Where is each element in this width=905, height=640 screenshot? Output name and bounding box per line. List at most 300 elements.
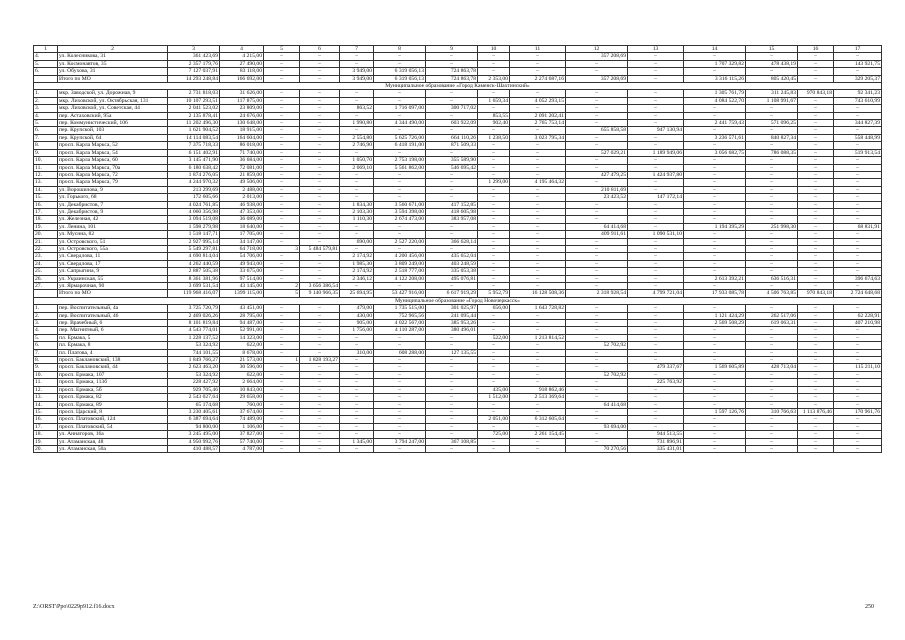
value-cell: 519 913,54 — [834, 149, 882, 156]
value-cell: – — [300, 320, 340, 327]
value-cell: – — [834, 216, 882, 223]
value-cell: – — [300, 97, 340, 104]
address-cell: пер. Воспитательный, 4а — [58, 305, 168, 312]
value-cell: 871 509,33 — [426, 142, 478, 149]
value-cell: 1 194 395,29 — [684, 223, 746, 230]
table-row — [34, 179, 882, 186]
row-number-cell: 8. — [34, 357, 58, 364]
value-cell: 72 081,00 — [220, 164, 264, 171]
value-cell: 1 597 126,76 — [684, 408, 746, 415]
value-cell: – — [628, 357, 684, 364]
value-cell: 2 274 687,16 — [510, 75, 566, 82]
value-cell: – — [628, 268, 684, 275]
value-cell: 62 228,91 — [834, 312, 882, 319]
value-cell: 93 694,00 — [566, 423, 628, 430]
value-cell: – — [834, 394, 882, 401]
value-cell: – — [264, 371, 300, 378]
value-cell: – — [798, 327, 834, 334]
value-cell: – — [834, 245, 882, 252]
value-cell: – — [798, 201, 834, 208]
address-cell: просп. Карла Маркса, 54 — [58, 149, 168, 156]
value-cell: – — [746, 431, 798, 438]
address-cell: ул. Свердлова, 11 — [58, 253, 168, 260]
address-cell: просп. Ермака, 82 — [58, 394, 168, 401]
row-number-cell: 2. — [34, 312, 58, 319]
row-number-cell: 16. — [34, 416, 58, 423]
value-cell: 6 387 694,64 — [168, 416, 220, 423]
value-cell: – — [426, 357, 478, 364]
value-cell: 1 518 147,71 — [168, 231, 220, 238]
value-cell: 3 794 247,00 — [374, 438, 426, 445]
value-cell: 929 705,46 — [168, 386, 220, 393]
row-number-cell: 21. — [34, 238, 58, 245]
value-cell: 2 174,92 — [340, 268, 374, 275]
value-cell: – — [684, 283, 746, 290]
value-cell: – — [300, 112, 340, 119]
value-cell: – — [264, 334, 300, 341]
row-number-cell: 2. — [34, 97, 58, 104]
value-cell: – — [566, 216, 628, 223]
value-cell: 213 299,69 — [168, 186, 220, 193]
table-row — [34, 238, 882, 245]
value-cell: 4 110 287,00 — [374, 327, 426, 334]
value-cell: 2 674 473,00 — [374, 216, 426, 223]
value-cell: – — [340, 379, 374, 386]
value-cell: – — [798, 68, 834, 75]
table-row — [34, 445, 882, 452]
column-number-cell: 10 — [478, 46, 510, 53]
row-number-cell: 1. — [34, 90, 58, 97]
value-cell: – — [510, 349, 566, 356]
value-cell: – — [300, 53, 340, 60]
table-row — [34, 260, 882, 267]
value-cell: – — [746, 357, 798, 364]
address-cell: пер. Крупской, 103 — [58, 127, 168, 134]
value-cell: 310 766,63 — [746, 408, 798, 415]
table-row — [34, 105, 882, 112]
value-cell: 2 887 505,38 — [168, 268, 220, 275]
value-cell: – — [510, 283, 566, 290]
value-cell: 83 118,00 — [220, 68, 264, 75]
value-cell: – — [566, 208, 628, 215]
value-cell: – — [798, 305, 834, 312]
value-cell: – — [798, 357, 834, 364]
value-cell: – — [374, 357, 426, 364]
value-cell: 636 516,31 — [746, 275, 798, 282]
value-cell: – — [264, 423, 300, 430]
register-table-container — [33, 45, 880, 453]
value-cell: 1 345,00 — [340, 438, 374, 445]
value-cell: 4 344 490,00 — [374, 120, 426, 127]
row-number-cell: 7. — [34, 349, 58, 356]
row-number-cell: 26. — [34, 275, 58, 282]
value-cell: 14 323,00 — [220, 334, 264, 341]
value-cell: 1 735 515,00 — [374, 305, 426, 312]
row-number-cell: 7. — [34, 134, 58, 141]
value-cell: 52 702,92 — [566, 371, 628, 378]
value-cell: – — [478, 253, 510, 260]
value-cell: 115 211,10 — [834, 364, 882, 371]
value-cell: – — [426, 112, 478, 119]
value-cell: – — [510, 408, 566, 415]
value-cell: 31 626,00 — [220, 90, 264, 97]
value-cell: – — [510, 216, 566, 223]
value-cell: 4 787,00 — [220, 445, 264, 452]
value-cell: – — [684, 179, 746, 186]
value-cell: 6 312 605,64 — [510, 416, 566, 423]
value-cell: 2 664,00 — [220, 379, 264, 386]
value-cell: 1 569 605,89 — [684, 364, 746, 371]
value-cell: – — [478, 231, 510, 238]
table-row — [34, 312, 882, 319]
value-cell: – — [798, 349, 834, 356]
value-cell: – — [684, 186, 746, 193]
table-row — [34, 416, 882, 423]
value-cell: – — [798, 260, 834, 267]
value-cell: – — [684, 379, 746, 386]
value-cell: 786 088,35 — [746, 149, 798, 156]
value-cell: – — [426, 97, 478, 104]
value-cell: 725,00 — [478, 431, 510, 438]
row-number-cell: 5. — [34, 120, 58, 127]
value-cell: – — [510, 312, 566, 319]
value-cell: – — [798, 186, 834, 193]
value-cell: – — [510, 223, 566, 230]
municipality-section-row — [34, 83, 882, 90]
value-cell: – — [478, 208, 510, 215]
value-cell: – — [628, 408, 684, 415]
value-cell: – — [510, 127, 566, 134]
value-cell: 970 843,18 — [798, 90, 834, 97]
value-cell: 2 069,10 — [340, 164, 374, 171]
value-cell: – — [340, 231, 374, 238]
table-row — [34, 401, 882, 408]
value-cell: 5 952,79 — [478, 290, 510, 297]
value-cell: 1 707 329,82 — [684, 60, 746, 67]
row-number-cell: 15. — [34, 408, 58, 415]
value-cell: – — [746, 268, 798, 275]
value-cell: – — [264, 179, 300, 186]
value-cell: 664 110,26 — [426, 134, 478, 141]
value-cell: – — [374, 245, 426, 252]
value-cell: 92 341,23 — [834, 90, 882, 97]
value-cell: 744 101,55 — [168, 349, 220, 356]
value-cell: – — [834, 401, 882, 408]
value-cell: – — [566, 334, 628, 341]
value-cell: 2 543 027,64 — [168, 394, 220, 401]
value-cell: – — [798, 431, 834, 438]
value-cell: – — [426, 53, 478, 60]
table-row — [34, 349, 882, 356]
value-cell: 655 858,58 — [566, 127, 628, 134]
value-cell: – — [478, 364, 510, 371]
value-cell: 71 740,00 — [220, 149, 264, 156]
value-cell: 853,55 — [478, 112, 510, 119]
value-cell: – — [426, 223, 478, 230]
value-cell: 117 875,00 — [220, 97, 264, 104]
value-cell: – — [566, 134, 628, 141]
value-cell: – — [746, 253, 798, 260]
value-cell: – — [684, 157, 746, 164]
value-cell: – — [684, 394, 746, 401]
value-cell: – — [340, 149, 374, 156]
value-cell: – — [628, 201, 684, 208]
value-cell: – — [374, 283, 426, 290]
value-cell: 10 107 293,51 — [168, 97, 220, 104]
value-cell: – — [478, 268, 510, 275]
value-cell: 2 051,00 — [478, 416, 510, 423]
value-cell: 435 652,04 — [426, 253, 478, 260]
value-cell: – — [834, 423, 882, 430]
value-cell: – — [510, 186, 566, 193]
value-cell: – — [628, 216, 684, 223]
value-cell: 1 110,30 — [340, 216, 374, 223]
value-cell: – — [628, 238, 684, 245]
value-cell: – — [478, 171, 510, 178]
value-cell: – — [426, 364, 478, 371]
table-row — [34, 423, 882, 430]
table-row — [34, 305, 882, 312]
value-cell: 47 353,00 — [220, 208, 264, 215]
value-cell: – — [834, 431, 882, 438]
value-cell: – — [264, 231, 300, 238]
value-cell: – — [684, 423, 746, 430]
value-cell: 3 236 571,61 — [684, 134, 746, 141]
value-cell: – — [684, 305, 746, 312]
value-cell: – — [628, 312, 684, 319]
value-cell: – — [798, 253, 834, 260]
address-cell: ул. Мусина, 82 — [58, 231, 168, 238]
value-cell: 6 180 638,42 — [168, 164, 220, 171]
table-row — [34, 268, 882, 275]
column-number-cell: 13 — [628, 46, 684, 53]
value-cell: – — [510, 379, 566, 386]
value-cell: 6 319 056,13 — [374, 75, 426, 82]
value-cell: 2 135 878,41 — [168, 112, 220, 119]
value-cell: – — [510, 90, 566, 97]
address-cell: просп. Платовский, 54 — [58, 423, 168, 430]
value-cell: – — [426, 179, 478, 186]
row-number-cell — [34, 75, 58, 82]
value-cell: 603 922,09 — [426, 120, 478, 127]
value-cell: 147 172,14 — [628, 194, 684, 201]
value-cell: 619 063,31 — [746, 320, 798, 327]
value-cell: 4 215,00 — [220, 53, 264, 60]
value-cell: – — [264, 149, 300, 156]
value-cell: – — [478, 275, 510, 282]
value-cell: 57 740,00 — [220, 438, 264, 445]
value-cell: – — [300, 238, 340, 245]
value-cell: – — [374, 171, 426, 178]
value-cell: – — [834, 53, 882, 60]
value-cell: 3 594 398,00 — [374, 208, 426, 215]
value-cell: – — [426, 171, 478, 178]
value-cell: – — [478, 201, 510, 208]
value-cell: – — [746, 53, 798, 60]
value-cell: 1 874 276,05 — [168, 171, 220, 178]
value-cell: 2 724 648,68 — [834, 290, 882, 297]
value-cell: 36 684,00 — [220, 157, 264, 164]
value-cell: – — [566, 320, 628, 327]
value-cell: – — [684, 416, 746, 423]
value-cell: – — [300, 90, 340, 97]
value-cell: 23 423,52 — [566, 194, 628, 201]
value-cell: – — [684, 208, 746, 215]
value-cell: – — [834, 231, 882, 238]
value-cell: 94 487,00 — [220, 320, 264, 327]
value-cell: – — [628, 423, 684, 430]
value-cell: – — [834, 201, 882, 208]
value-cell: 2 357 179,76 — [168, 60, 220, 67]
value-cell: – — [426, 394, 478, 401]
value-cell: – — [300, 223, 340, 230]
row-number-cell: 4. — [34, 112, 58, 119]
value-cell: – — [300, 423, 340, 430]
value-cell: – — [628, 68, 684, 75]
value-cell: 2 346,12 — [340, 275, 374, 282]
table-row — [34, 342, 882, 349]
value-cell: 840 827,34 — [746, 134, 798, 141]
value-cell: – — [566, 431, 628, 438]
value-cell: 2 623 463,20 — [168, 364, 220, 371]
value-cell: 74 489,00 — [220, 416, 264, 423]
column-number-row — [34, 46, 882, 53]
column-number-cell: 9 — [426, 46, 478, 53]
value-cell: 608 288,00 — [374, 349, 426, 356]
value-cell: – — [264, 60, 300, 67]
column-number-cell: 1 — [34, 46, 58, 53]
address-cell: ул. Горького, 68 — [58, 194, 168, 201]
value-cell: 3 056 682,75 — [684, 149, 746, 156]
address-cell: просп. Ермака, 89 — [58, 401, 168, 408]
value-cell: 410 488,57 — [168, 445, 220, 452]
value-cell: – — [746, 216, 798, 223]
value-cell: 5 — [264, 290, 300, 297]
value-cell: 24 676,00 — [220, 112, 264, 119]
value-cell: 1 090 531,10 — [628, 231, 684, 238]
value-cell: 479,00 — [340, 305, 374, 312]
address-cell: просп. Баклановский, 138 — [58, 357, 168, 364]
value-cell: – — [300, 364, 340, 371]
value-cell: 970 843,18 — [798, 290, 834, 297]
row-number-cell: 17. — [34, 423, 58, 430]
address-cell: пер. Крупской, 64 — [58, 134, 168, 141]
value-cell: – — [264, 134, 300, 141]
value-cell: 164 604,00 — [220, 134, 264, 141]
value-cell: – — [300, 171, 340, 178]
value-cell: – — [340, 386, 374, 393]
value-cell: 2 488,00 — [220, 186, 264, 193]
value-cell: 4 024 761,85 — [168, 201, 220, 208]
value-cell: 2 261 154,45 — [510, 431, 566, 438]
row-number-cell: 19. — [34, 223, 58, 230]
value-cell: 918 862,46 — [510, 386, 566, 393]
value-cell: – — [628, 349, 684, 356]
row-number-cell: 11. — [34, 164, 58, 171]
value-cell: 1 108 991,67 — [746, 97, 798, 104]
value-cell: 210 811,69 — [566, 186, 628, 193]
address-cell: просп. Карла Маркса, 79 — [58, 179, 168, 186]
value-cell: – — [834, 334, 882, 341]
value-cell: – — [510, 142, 566, 149]
value-cell: – — [834, 194, 882, 201]
table-row — [34, 334, 882, 341]
value-cell: 4 799 721,04 — [628, 290, 684, 297]
value-cell: – — [684, 105, 746, 112]
value-cell: 46 938,00 — [220, 201, 264, 208]
value-cell: – — [340, 194, 374, 201]
value-cell: – — [834, 157, 882, 164]
value-cell: 1 716 097,00 — [374, 105, 426, 112]
value-cell: – — [566, 364, 628, 371]
value-cell: – — [300, 401, 340, 408]
value-cell: – — [264, 394, 300, 401]
value-cell: – — [746, 238, 798, 245]
value-cell: – — [300, 60, 340, 67]
value-cell: – — [510, 357, 566, 364]
value-cell: – — [628, 75, 684, 82]
value-cell: – — [684, 127, 746, 134]
value-cell: – — [300, 268, 340, 275]
value-cell: 385 953,26 — [426, 320, 478, 327]
capital-repair-register-table — [33, 45, 882, 453]
value-cell: – — [628, 134, 684, 141]
table-row — [34, 134, 882, 141]
value-cell: 2 318 928,54 — [566, 290, 628, 297]
value-cell: – — [510, 438, 566, 445]
value-cell: – — [834, 260, 882, 267]
value-cell: – — [510, 320, 566, 327]
value-cell: – — [264, 208, 300, 215]
value-cell: – — [798, 238, 834, 245]
value-cell: – — [834, 327, 882, 334]
value-cell: – — [684, 445, 746, 452]
value-cell: – — [834, 438, 882, 445]
value-cell: – — [684, 142, 746, 149]
value-cell: – — [684, 342, 746, 349]
value-cell: – — [478, 60, 510, 67]
value-cell: – — [834, 186, 882, 193]
value-cell: – — [264, 97, 300, 104]
value-cell: 4 084 522,70 — [684, 97, 746, 104]
row-number-cell: 10. — [34, 371, 58, 378]
value-cell: – — [478, 194, 510, 201]
value-cell: – — [478, 53, 510, 60]
row-number-cell: 20. — [34, 445, 58, 452]
value-cell: 4 052 293,15 — [510, 97, 566, 104]
value-cell: – — [834, 416, 882, 423]
column-number-cell: 17 — [834, 46, 882, 53]
value-cell: – — [264, 416, 300, 423]
value-cell: – — [798, 342, 834, 349]
column-number-cell: 4 — [220, 46, 264, 53]
value-cell: 805 420,45 — [746, 75, 798, 82]
value-cell: 1 985,30 — [340, 260, 374, 267]
value-cell: 571 096,25 — [746, 120, 798, 127]
address-cell: пер. Астаховский, 95а — [58, 112, 168, 119]
value-cell: – — [374, 231, 426, 238]
value-cell: 656,00 — [478, 305, 510, 312]
value-cell: 4 543 774,01 — [168, 327, 220, 334]
value-cell: 64 414,68 — [566, 401, 628, 408]
value-cell: 6 418 191,00 — [374, 142, 426, 149]
value-cell: 170 961,76 — [834, 408, 882, 415]
value-cell: – — [510, 423, 566, 430]
value-cell: 7 375 718,33 — [168, 142, 220, 149]
value-cell: – — [510, 327, 566, 334]
address-cell: ул. Аннаторов, 16а — [58, 431, 168, 438]
value-cell: – — [746, 194, 798, 201]
